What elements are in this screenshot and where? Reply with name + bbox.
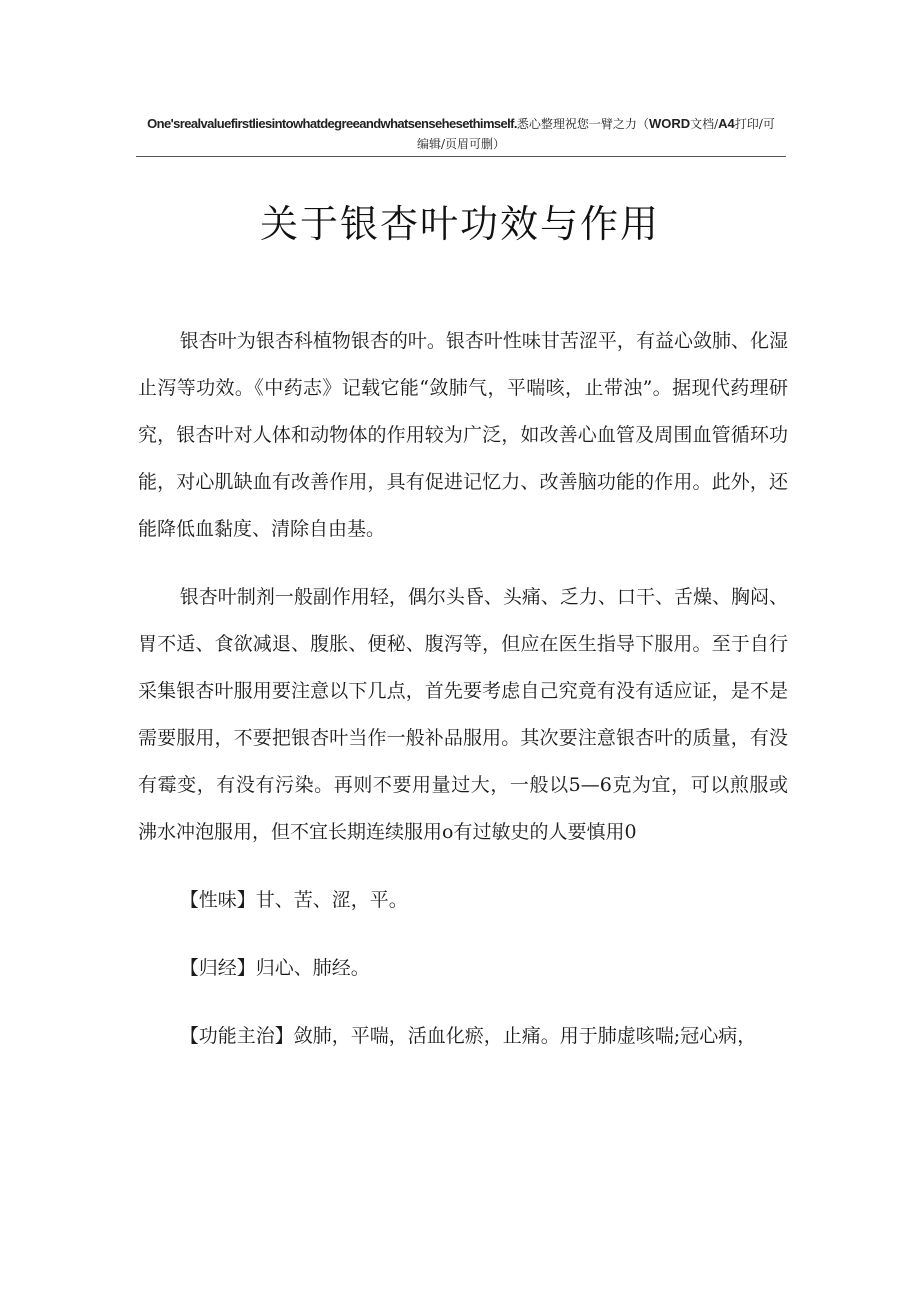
header-line-1 [136,114,786,134]
header-doc-label: 文档/ [690,117,719,131]
header-a4-label: A4 [718,116,735,131]
header-print-label: 打印/可 [734,117,775,131]
paragraph-intro: 银杏叶为银杏科植物银杏的叶。银杏叶性味甘苦涩平，有益心敛肺、化湿止泻等功效。《中药志》记载它能“敛肺气，平喘咳，止带浊”。据现代药理研究，银杏叶对人体和动物体的作用较为广泛，如改善心血管及周围血管循环功能，对心肌缺血有改善作用，具有促进记忆力、改善脑功能的作用。此外，还能降低血黏度、清除自由基。 [138,330,788,540]
header-divider [136,156,786,157]
property-taste: 【性味】甘、苦、涩，平。 [179,889,408,911]
paragraph-side-effects: 银杏叶制剂一般副作用轻，偶尔头昏、头痛、乏力、口干、舌燥、胸闷、胃不适、食欲减退、腹胀、便秘、腹泻等，但应在医生指导下服用。至于自行采集银杏叶服用要注意以下几点，首先要考虑自己究竟有没有适应证，是不是需要服用，不要把银杏叶当作一般补品服用。其次要注意银杏叶的质量，有没有霉变，有没有污染。再则不要用量过大，一般以5—6克为宜，可以煎服或沸水冲泡服用，但不宜长期连续服用o有过敏史的人要慎用0 [138,586,788,843]
header-line-2: 编辑/页眉可删） [416,137,506,151]
property-meridian: 【归经】归心、肺经。 [179,957,370,979]
document-body [138,318,788,1081]
header-english-quote: One'srealvaluefirstliesintowhatdegreeandwhatsensehesethimself. [147,116,517,131]
page-header [136,114,786,154]
header-chinese-note: 悉心整理祝您一臂之力（ [516,117,649,131]
header-word-label: WORD [648,116,691,131]
document-title: 关于银杏叶功效与作用 [259,202,660,246]
property-function: 【功能主治】敛肺，平喘，活血化瘀，止痛。用于肺虚咳喘;冠心病， [179,1025,757,1047]
